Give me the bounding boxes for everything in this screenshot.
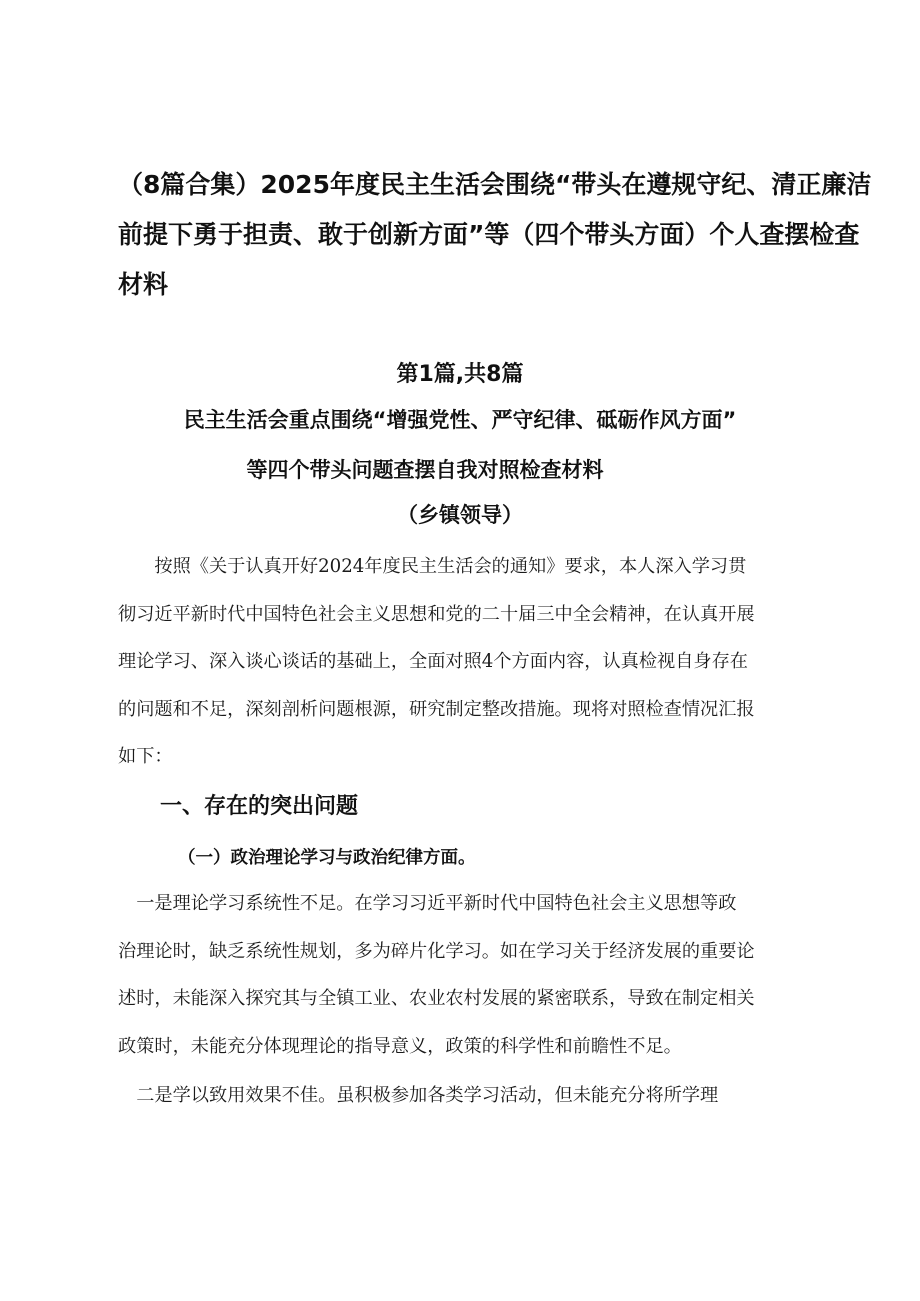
text-line: 政策时，未能充分体现理论的指导意义，政策的科学性和前瞻性不足。 — [118, 1035, 682, 1057]
subsection-heading: （一）政治理论学习与政治纪律方面。 — [178, 848, 476, 868]
article-heading — [0, 395, 920, 495]
part-label: 第1篇,共8篇 — [396, 362, 524, 387]
text-line: 一是理论学习系统性不足。在学习习近平新时代中国特色社会主义思想等政 — [118, 893, 737, 914]
intro-paragraph — [118, 543, 818, 781]
title-line: 前提下勇于担责、敢于创新方面”等（四个带头方面）个人查摆检查 — [118, 220, 860, 249]
text-line: 按照《关于认真开好2024年度民主生活会的通知》要求，本人深入学习贯 — [118, 556, 747, 577]
heading-line: 民主生活会重点围绕“增强党性、严守纪律、砥砺作风方面” — [183, 408, 737, 432]
body-paragraph — [118, 880, 818, 1070]
text-line: 治理论时，缺乏系统性规划，多为碎片化学习。如在学习关于经济发展的重要论 — [118, 940, 755, 962]
text-line: 理论学习、深入谈心谈话的基础上，全面对照4个方面内容，认真检视自身存在 — [118, 651, 748, 672]
heading-line: 等四个带头问题查摆自我对照检查材料 — [246, 458, 604, 482]
title-line: （8篇合集）2025年度民主生活会围绕“带头在遵规守纪、清正廉洁 — [118, 170, 872, 199]
text-line: 的问题和不足，深刻剖析问题根源，研究制定整改措施。现将对照检查情况汇报 — [118, 698, 755, 720]
document-title — [118, 160, 872, 310]
text-line: 述时，未能深入探究其与全镇工业、农业农村发展的紧密联系，导致在制定相关 — [118, 988, 755, 1009]
text-line: 彻习近平新时代中国特色社会主义思想和党的二十届三中全会精神，在认真开展 — [118, 603, 755, 625]
text-line: 如下： — [118, 746, 173, 767]
title-line: 材料 — [118, 270, 169, 299]
text-line: 二是学以致用效果不佳。虽积极参加各类学习活动，但未能充分将所学理 — [118, 1085, 719, 1106]
article-subtitle: （乡镇领导） — [397, 503, 523, 527]
body-paragraph — [118, 1072, 818, 1120]
section-heading: 一、存在的突出问题 — [160, 794, 359, 819]
